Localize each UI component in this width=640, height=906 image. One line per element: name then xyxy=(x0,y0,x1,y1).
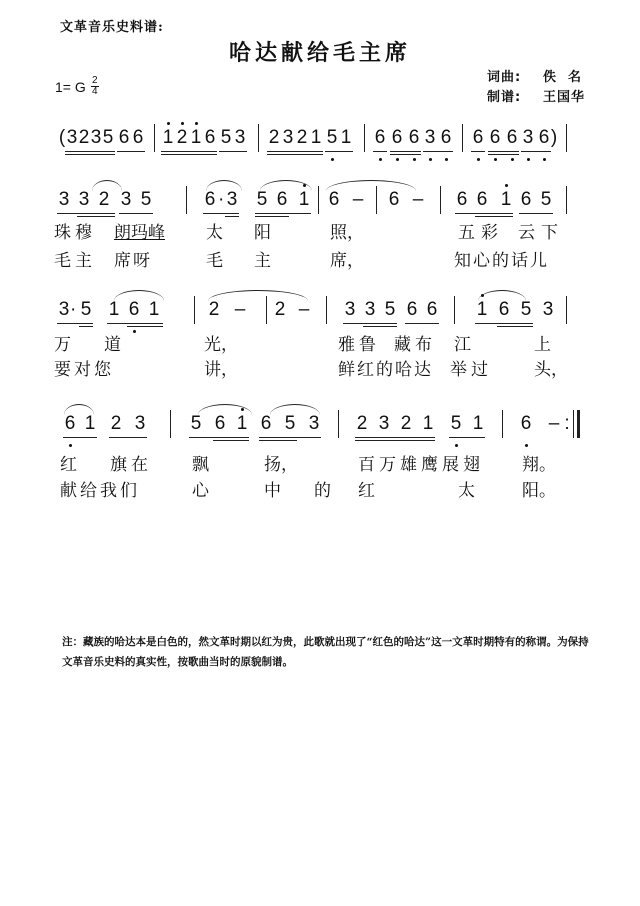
notation-line-2: 3 3 2 3 5 6 · 3 5 6 1 6 – 6 – 6 6 1 6 5 xyxy=(58,180,598,224)
lyrics-line-2-verse-1: 珠穆 朗玛峰 太 阳 照， 五彩 云下 xyxy=(54,223,564,243)
lyrics-line-2-verse-2: 毛主 席呀 毛 主 席， 知心的话儿 xyxy=(54,251,549,271)
footnote: 注：藏族的哈达本是白色的，然文革时期以红为贵，此歌就出现了“红色的哈达”这一文革时期特有的称谓。为保持文革音乐史料的真实性，按歌曲当时的原貌制谱。 xyxy=(62,636,589,668)
time-sig-top: 2 xyxy=(91,75,98,86)
lyrics-line-4-verse-1: 红 旗在 飘 扬， 百万雄鹰展翅 翔。 xyxy=(60,455,556,475)
song-title: 哈达献给毛主席 xyxy=(228,40,411,66)
key-signature xyxy=(55,76,99,97)
credits xyxy=(487,68,585,108)
lyrics-line-3-verse-1: 万 道 光， 雅鲁 藏布 江 上 xyxy=(54,335,551,355)
arranger-label: 制谱: xyxy=(487,90,522,105)
notation-line-1: ( 3 2 3 5 6 6 1 2 1 6 5 3 2 3 2 1 5 1 6 6 6 3 6 6 6 6 3 6 ) xyxy=(58,118,598,162)
lyrics-line-4-verse-2: 献给我们 心 中 的 红 太 阳。 xyxy=(60,481,556,501)
lyricist-value: 佚 名 xyxy=(543,70,583,85)
lyrics-line-3-verse-2: 要对您 讲， 鲜红的哈达 举过 头， xyxy=(54,360,568,380)
notation-line-4: 6 1 2 3 5 6 1 6 5 3 2 3 2 1 5 1 6 – : xyxy=(58,404,598,448)
notation-line-3: 3 · 5 1 6 1 2 – 2 – 3 3 5 6 6 1 6 5 3 xyxy=(58,290,598,334)
time-signature xyxy=(91,76,99,97)
key-label: 1= G xyxy=(55,78,86,95)
series-label: 文革音乐史料谱: xyxy=(60,20,164,35)
time-sig-bottom: 4 xyxy=(91,86,98,97)
arranger-value: 王国华 xyxy=(543,90,586,105)
lyricist-label: 词曲: xyxy=(487,70,522,85)
